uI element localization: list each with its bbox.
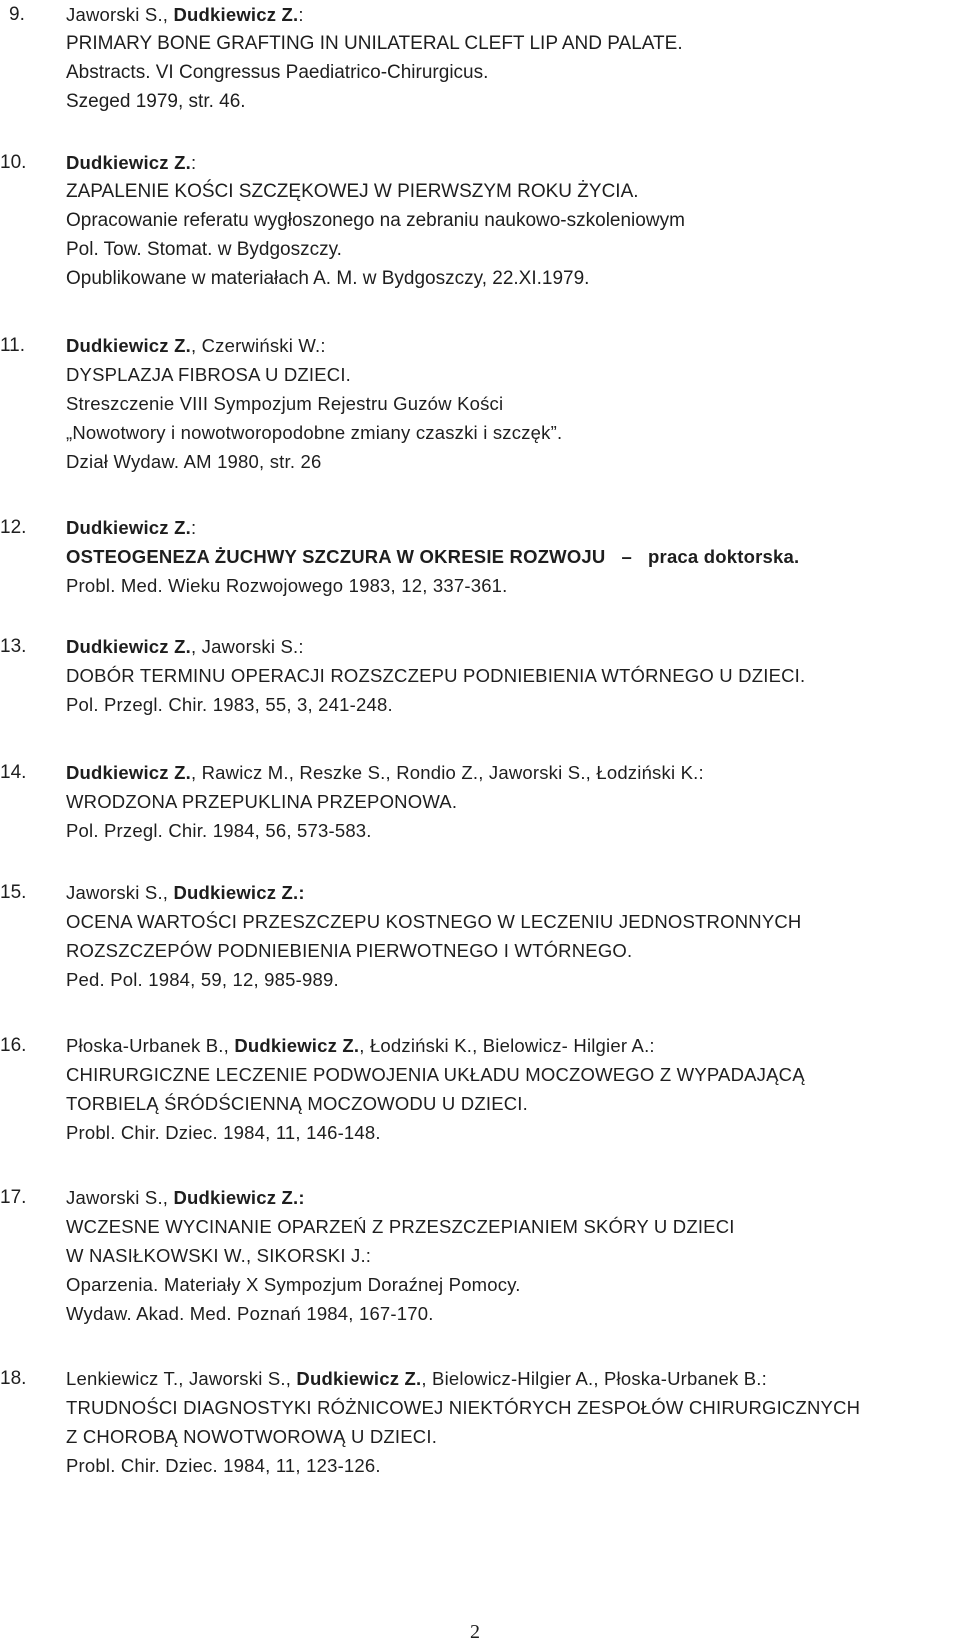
entry-body [66, 331, 562, 476]
entry-source: Probl. Chir. Dziec. 1984, 11, 123-126. [66, 1455, 381, 1476]
entry-body [66, 1031, 805, 1147]
entry-source: Pol. Przegl. Chir. 1983, 55, 3, 241-248. [66, 694, 393, 715]
entry-title: WCZESNE WYCINANIE OPARZEŃ Z PRZESZCZEPIANIEM SKÓRY U DZIECI [66, 1216, 735, 1237]
entry-source: Pol. Tow. Stomat. w Bydgoszczy. [66, 239, 342, 260]
entry-source: Streszczenie VIII Sympozjum Rejestru Guzów Kości [66, 393, 504, 414]
entry-title: DOBÓR TERMINU OPERACJI ROZSZCZEPU PODNIEBIENIA WTÓRNEGO U DZIECI. [66, 665, 806, 686]
entry-authors: Dudkiewicz Z., Czerwiński W.: [66, 335, 326, 356]
entry-source: Oparzenia. Materiały X Sympozjum Doraźnej Pomocy. [66, 1274, 521, 1295]
entry-title: TRUDNOŚCI DIAGNOSTYKI RÓŻNICOWEJ NIEKTÓRYCH ZESPOŁÓW CHIRURGICZNYCH [66, 1397, 861, 1418]
entry-title: OCENA WARTOŚCI PRZESZCZEPU KOSTNEGO W LECZENIU JEDNOSTRONNYCH [66, 911, 802, 932]
entry-authors: Lenkiewicz T., Jaworski S., Dudkiewicz Z., Bielowicz-Hilgier A., Płoska-Urbanek B.: [66, 1368, 767, 1389]
entry-source: Abstracts. VI Congressus Paediatrico-Chirurgicus. [66, 62, 489, 83]
entry-number: 16. [0, 1035, 27, 1056]
entry-title: OSTEOGENEZA ŻUCHWY SZCZURA W OKRESIE ROZWOJU – praca doktorska. [66, 546, 800, 567]
entry-authors: Dudkiewicz Z., Jaworski S.: [66, 636, 304, 657]
entry-number: 17. [0, 1187, 27, 1208]
entry-source: Szeged 1979, str. 46. [66, 91, 246, 112]
entry-authors: Płoska-Urbanek B., Dudkiewicz Z., Łodziński K., Bielowicz- Hilgier A.: [66, 1035, 655, 1056]
entry-authors: Dudkiewicz Z.: [66, 517, 197, 538]
entry-number: 12. [0, 517, 27, 538]
entry-authors: Jaworski S., Dudkiewicz Z.: [66, 4, 304, 25]
entry-source: Opublikowane w materiałach A. M. w Bydgoszczy, 22.XI.1979. [66, 268, 590, 289]
entry-authors: Jaworski S., Dudkiewicz Z.: [66, 1187, 305, 1208]
entry-source: Opracowanie referatu wygłoszonego na zebraniu naukowo-szkoleniowym [66, 210, 685, 231]
entry-body [66, 632, 805, 719]
entry-body [66, 758, 704, 845]
entry-number: 13. [0, 636, 27, 657]
entry-authors: Dudkiewicz Z.: [66, 152, 197, 173]
entry-number: 10. [0, 152, 27, 173]
entry-source: „Nowotwory i nowotworopodobne zmiany czaszki i szczęk”. [66, 422, 563, 443]
entry-source: Ped. Pol. 1984, 59, 12, 985-989. [66, 969, 339, 990]
entry-title: ROZSZCZEPÓW PODNIEBIENIA PIERWOTNEGO I WTÓRNEGO. [66, 940, 633, 961]
entry-source: Probl. Med. Wieku Rozwojowego 1983, 12, 337-361. [66, 575, 508, 596]
entry-number: 14. [0, 762, 27, 783]
entry-title: PRIMARY BONE GRAFTING IN UNILATERAL CLEFT LIP AND PALATE. [66, 33, 683, 54]
entry-source: Probl. Chir. Dziec. 1984, 11, 146-148. [66, 1122, 381, 1143]
entry-body [66, 0, 683, 116]
entry-title: CHIRURGICZNE LECZENIE PODWOJENIA UKŁADU MOCZOWEGO Z WYPADAJĄCĄ [66, 1064, 805, 1085]
entry-number: 18. [0, 1368, 27, 1389]
page-number: 2 [470, 1621, 480, 1643]
entry-number: 9. [9, 4, 25, 25]
entry-body [66, 513, 799, 600]
entry-number: 15. [0, 882, 27, 903]
entry-title: Z CHOROBĄ NOWOTWOROWĄ U DZIECI. [66, 1426, 438, 1447]
entry-title: DYSPLAZJA FIBROSA U DZIECI. [66, 364, 352, 385]
entry-body [66, 148, 685, 293]
entry-source: W NASIŁKOWSKI W., SIKORSKI J.: [66, 1245, 372, 1266]
entry-source: Wydaw. Akad. Med. Poznań 1984, 167-170. [66, 1303, 434, 1324]
entry-authors: Dudkiewicz Z., Rawicz M., Reszke S., Rondio Z., Jaworski S., Łodziński K.: [66, 762, 704, 783]
entry-body [66, 1364, 860, 1480]
entry-title: ZAPALENIE KOŚCI SZCZĘKOWEJ W PIERWSZYM ROKU ŻYCIA. [66, 181, 639, 202]
entry-body [66, 1183, 735, 1328]
entry-source: Pol. Przegl. Chir. 1984, 56, 573-583. [66, 820, 372, 841]
entry-body [66, 878, 802, 994]
entry-number: 11. [0, 335, 26, 356]
entry-title: WRODZONA PRZEPUKLINA PRZEPONOWA. [66, 791, 458, 812]
entry-source: Dział Wydaw. AM 1980, str. 26 [66, 451, 322, 472]
entry-authors: Jaworski S., Dudkiewicz Z.: [66, 882, 305, 903]
entry-title: TORBIELĄ ŚRÓDŚCIENNĄ MOCZOWODU U DZIECI. [66, 1093, 528, 1114]
